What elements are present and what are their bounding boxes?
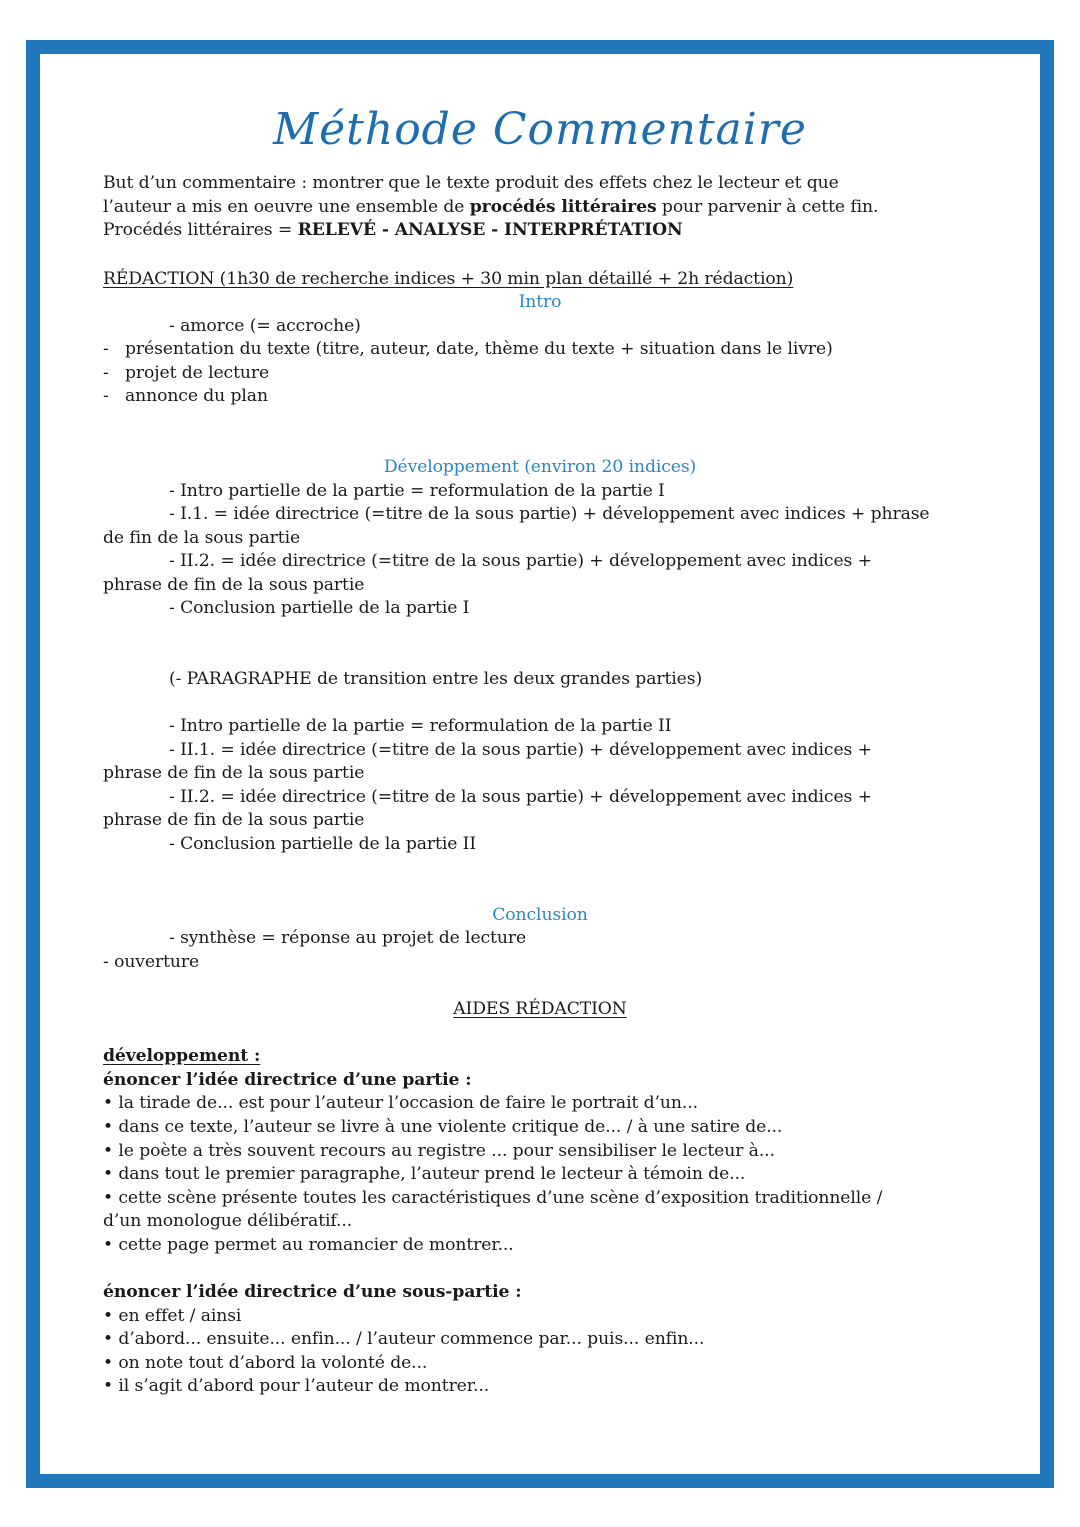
aides-item: d’un monologue délibératif... [103, 1211, 353, 1231]
aides-item: • la tirade de... est pour l’auteur l’occasion de faire le portrait d’un... [103, 1093, 698, 1113]
aides-item: • en effet / ainsi [103, 1306, 242, 1326]
aides-item: • dans tout le premier paragraphe, l’auteur prend le lecteur à témoin de... [103, 1164, 746, 1184]
intro-item: - annonce du plan [103, 386, 268, 406]
dev-line: phrase de fin de la sous partie [103, 763, 365, 783]
aides-item: • cette scène présente toutes les caractéristiques d’une scène d’exposition traditionnelle / [103, 1188, 883, 1208]
conclusion-line: - synthèse = réponse au projet de lecture [169, 928, 527, 948]
intro-line-2-start: l’auteur a mis en oeuvre une ensemble de [103, 197, 470, 217]
intro-item-text: projet de lecture [125, 363, 270, 383]
intro-line-2-end: pour parvenir à cette fin. [656, 197, 879, 217]
intro-line-3-start: Procédés littéraires = [103, 220, 298, 240]
aides-item: • d’abord... ensuite... enfin... / l’auteur commence par... puis... enfin... [103, 1329, 705, 1349]
aides-item: • il s’agit d’abord pour l’auteur de montrer... [103, 1376, 490, 1396]
aides-heading: AIDES RÉDACTION [453, 999, 627, 1019]
conclusion-line: - ouverture [103, 952, 200, 972]
aides-item: • on note tout d’abord la volonté de... [103, 1353, 428, 1373]
dev-line: - II.1. = idée directrice (=titre de la sous partie) + développement avec indices + [169, 740, 872, 760]
intro-heading: Intro [518, 292, 562, 312]
aides-item: • le poète a très souvent recours au registre ... pour sensibiliser le lecteur à... [103, 1141, 775, 1161]
redaction-heading: RÉDACTION (1h30 de recherche indices + 30 min plan détaillé + 2h rédaction) [103, 269, 794, 289]
transition-paragraph: (- PARAGRAPHE de transition entre les deux grandes parties) [169, 669, 703, 689]
developpement-heading: Développement (environ 20 indices) [383, 457, 697, 477]
dev-line: phrase de fin de la sous partie [103, 810, 365, 830]
page-title: Méthode Commentaire [273, 104, 807, 155]
intro-bold-term: procédés littéraires [469, 197, 657, 217]
dev-line: - II.2. = idée directrice (=titre de la sous partie) + développement avec indices + [169, 551, 872, 571]
intro-line-3 [103, 219, 683, 243]
dev-line: - I.1. = idée directrice (=titre de la sous partie) + développement avec indices + phrase [169, 504, 930, 524]
aides-partie-label: énoncer l’idée directrice d’une partie : [103, 1070, 472, 1090]
aides-item: • dans ce texte, l’auteur se livre à une violente critique de... / à une satire de... [103, 1117, 783, 1137]
intro-line-2 [103, 196, 878, 220]
dev-line: - Intro partielle de la partie = reformulation de la partie I [169, 481, 665, 501]
dev-line: - Intro partielle de la partie = reformulation de la partie II [169, 716, 672, 736]
dev-line: de fin de la sous partie [103, 528, 301, 548]
intro-item: - présentation du texte (titre, auteur, date, thème du texte + situation dans le livre) [103, 339, 833, 359]
dev-line: - Conclusion partielle de la partie I [169, 598, 470, 618]
aides-dev-label: développement : [103, 1046, 261, 1066]
dev-line: - Conclusion partielle de la partie II [169, 834, 477, 854]
intro-line-1: But d’un commentaire : montrer que le texte produit des effets chez le lecteur et que [103, 173, 839, 193]
intro-item-text: annonce du plan [125, 386, 268, 406]
conclusion-heading: Conclusion [492, 905, 588, 925]
dev-line: phrase de fin de la sous partie [103, 575, 365, 595]
intro-item-text: présentation du texte (titre, auteur, date, thème du texte + situation dans le livre) [125, 339, 833, 359]
aides-sous-partie-label: énoncer l’idée directrice d’une sous-partie : [103, 1282, 522, 1302]
intro-steps-bold: RELEVÉ - ANALYSE - INTERPRÉTATION [297, 220, 683, 240]
dev-line: - II.2. = idée directrice (=titre de la sous partie) + développement avec indices + [169, 787, 872, 807]
aides-item: • cette page permet au romancier de montrer... [103, 1235, 514, 1255]
intro-item: - projet de lecture [103, 363, 270, 383]
intro-amorce: - amorce (= accroche) [169, 316, 361, 336]
